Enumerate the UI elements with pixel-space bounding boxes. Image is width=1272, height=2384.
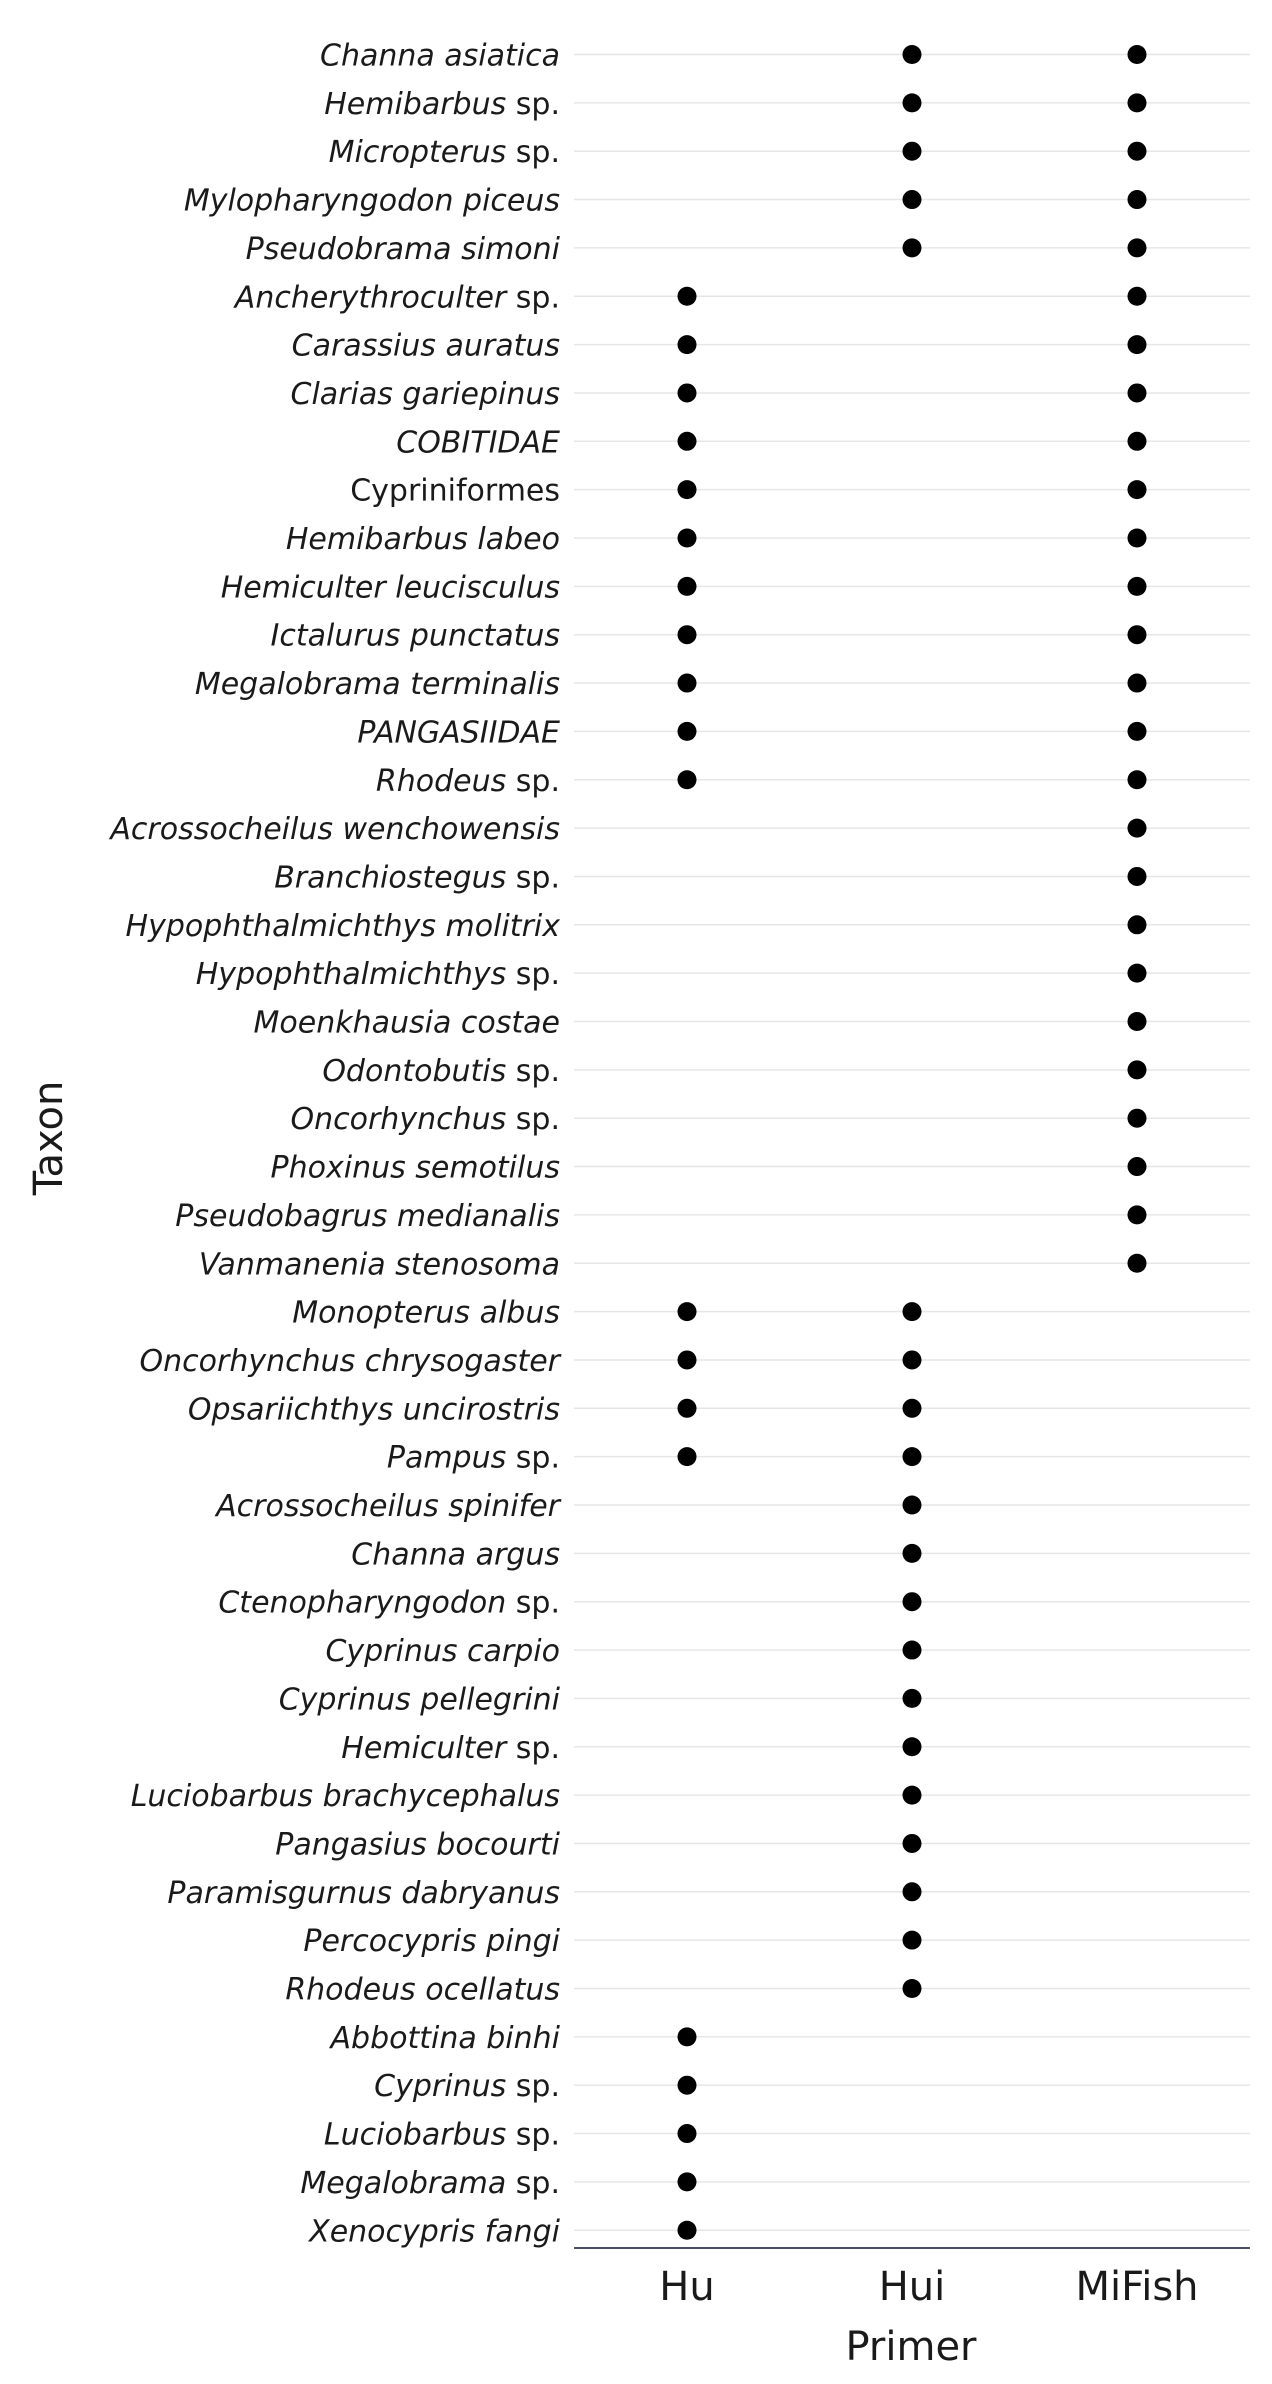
y-tick-label: Ictalurus punctatus xyxy=(270,618,560,654)
data-point xyxy=(1128,577,1147,596)
data-point xyxy=(903,142,922,161)
data-point xyxy=(678,674,697,693)
x-axis-title: Primer xyxy=(845,2324,977,2370)
data-point xyxy=(903,1592,922,1611)
y-tick-label: Branchiostegus sp. xyxy=(274,860,560,896)
x-tick-label: Hu xyxy=(659,2264,715,2310)
data-point xyxy=(903,1447,922,1466)
data-point xyxy=(903,238,922,257)
data-point xyxy=(903,1544,922,1563)
data-point xyxy=(1128,819,1147,838)
data-point xyxy=(1128,45,1147,64)
y-tick-label: Hemiculter leucisculus xyxy=(220,570,560,606)
data-point xyxy=(1128,287,1147,306)
y-tick-label: Rhodeus sp. xyxy=(375,763,560,799)
y-tick-label: Opsariichthys uncirostris xyxy=(187,1392,560,1428)
y-tick-label: Micropterus sp. xyxy=(328,135,560,171)
data-point xyxy=(678,625,697,644)
y-tick-label: Ancherythroculter sp. xyxy=(234,280,560,316)
y-tick-label: Rhodeus ocellatus xyxy=(285,1972,560,2008)
data-point xyxy=(678,335,697,354)
data-point xyxy=(903,190,922,209)
y-tick-label: Odontobutis sp. xyxy=(322,1053,560,1089)
y-tick-label: Cyprinus carpio xyxy=(325,1634,560,1670)
data-point xyxy=(903,1399,922,1418)
data-point xyxy=(678,529,697,548)
data-point xyxy=(678,1350,697,1369)
y-tick-label: Oncorhynchus sp. xyxy=(290,1102,560,1138)
data-point xyxy=(1128,964,1147,983)
data-point xyxy=(1128,915,1147,934)
y-tick-label: Channa asiatica xyxy=(320,38,560,74)
data-point xyxy=(678,2124,697,2143)
data-point xyxy=(903,1350,922,1369)
y-tick-label: Moenkhausia costae xyxy=(253,1005,560,1041)
data-point xyxy=(1128,1060,1147,1079)
data-point xyxy=(678,1447,697,1466)
y-tick-label: Vanmanenia stenosoma xyxy=(198,1247,560,1283)
y-tick-label: Hemiculter sp. xyxy=(341,1730,560,1766)
y-tick-label: Channa argus xyxy=(351,1537,560,1573)
y-tick-label: Pseudobagrus medianalis xyxy=(175,1198,560,1234)
y-tick-label: Pangasius bocourti xyxy=(275,1827,560,1863)
y-tick-label: Hemibarbus sp. xyxy=(324,86,560,122)
data-point xyxy=(903,45,922,64)
data-point xyxy=(903,1931,922,1950)
data-point xyxy=(678,722,697,741)
data-point xyxy=(903,1737,922,1756)
y-axis-title: Taxon xyxy=(26,1080,72,1196)
data-point xyxy=(1128,335,1147,354)
y-tick-label: Acrossocheilus spinifer xyxy=(216,1489,560,1524)
data-point xyxy=(678,2076,697,2095)
data-point xyxy=(903,1641,922,1660)
data-point xyxy=(903,1689,922,1708)
data-point xyxy=(678,770,697,789)
data-point xyxy=(1128,93,1147,112)
y-tick-label: Cypriniformes xyxy=(350,473,560,509)
data-point xyxy=(678,2221,697,2240)
y-tick-label: Ctenopharyngodon sp. xyxy=(218,1585,560,1621)
data-point xyxy=(678,2027,697,2046)
y-tick-label: Carassius auratus xyxy=(291,328,560,364)
y-tick-label: Hypophthalmichthys molitrix xyxy=(125,908,560,944)
data-point xyxy=(1128,142,1147,161)
data-point xyxy=(678,577,697,596)
y-tick-label: Luciobarbus brachycephalus xyxy=(130,1779,560,1815)
x-tick-label: Hui xyxy=(878,2264,946,2310)
y-tick-label: Cyprinus pellegrini xyxy=(278,1682,560,1718)
y-tick-label: Hemibarbus labeo xyxy=(285,522,560,557)
data-point xyxy=(903,1786,922,1805)
y-tick-label: Luciobarbus sp. xyxy=(323,2117,560,2153)
y-tick-label: Monopterus albus xyxy=(292,1295,560,1331)
data-point xyxy=(903,1834,922,1853)
data-point xyxy=(1128,190,1147,209)
y-tick-label: Paramisgurnus dabryanus xyxy=(167,1875,560,1911)
y-tick-label: Megalobrama sp. xyxy=(300,2165,560,2201)
data-point xyxy=(1128,1012,1147,1031)
y-tick-label: Cyprinus sp. xyxy=(374,2069,560,2105)
data-point xyxy=(1128,529,1147,548)
data-point xyxy=(1128,383,1147,402)
y-tick-label: Pseudobrama simoni xyxy=(245,231,560,267)
data-point xyxy=(1128,674,1147,693)
x-tick-label: MiFish xyxy=(1075,2264,1199,2310)
data-point xyxy=(1128,1109,1147,1128)
data-point xyxy=(903,1979,922,1998)
y-tick-label: Hypophthalmichthys sp. xyxy=(195,957,560,993)
y-tick-label: Clarias gariepinus xyxy=(290,376,560,412)
data-point xyxy=(1128,1157,1147,1176)
data-point xyxy=(678,1302,697,1321)
y-tick-label: Megalobrama terminalis xyxy=(194,667,560,703)
data-point xyxy=(1128,625,1147,644)
data-point xyxy=(903,1302,922,1321)
data-point xyxy=(678,432,697,451)
y-tick-label: Acrossocheilus wenchowensis xyxy=(110,812,560,848)
data-point xyxy=(1128,770,1147,789)
gridlines xyxy=(574,55,1250,2231)
data-point xyxy=(1128,722,1147,741)
data-point xyxy=(903,1882,922,1901)
data-point xyxy=(1128,480,1147,499)
y-tick-label: Percocypris pingi xyxy=(303,1924,560,1960)
y-tick-label: PANGASIIDAE xyxy=(357,715,560,751)
y-tick-label: Xenocypris fangi xyxy=(309,2214,560,2250)
x-tick-labels xyxy=(659,2264,1198,2310)
data-point xyxy=(678,383,697,402)
y-tick-label: Oncorhynchus chrysogaster xyxy=(139,1343,560,1379)
data-point xyxy=(1128,1254,1147,1273)
y-tick-labels xyxy=(108,39,561,2250)
data-point xyxy=(678,480,697,499)
data-point xyxy=(678,287,697,306)
data-point xyxy=(903,1496,922,1515)
y-tick-label: Abbottina binhi xyxy=(330,2020,560,2056)
data-point xyxy=(678,2172,697,2191)
data-point xyxy=(678,1399,697,1418)
data-points xyxy=(678,45,1147,2240)
data-point xyxy=(1128,238,1147,257)
data-point xyxy=(1128,432,1147,451)
y-tick-label: COBITIDAE xyxy=(396,425,560,461)
data-point xyxy=(1128,867,1147,886)
data-point xyxy=(1128,1205,1147,1224)
data-point xyxy=(903,93,922,112)
y-tick-label: Phoxinus semotilus xyxy=(270,1150,560,1186)
y-tick-label: Mylopharyngodon piceus xyxy=(183,183,560,219)
y-tick-label: Pampus sp. xyxy=(386,1440,560,1476)
